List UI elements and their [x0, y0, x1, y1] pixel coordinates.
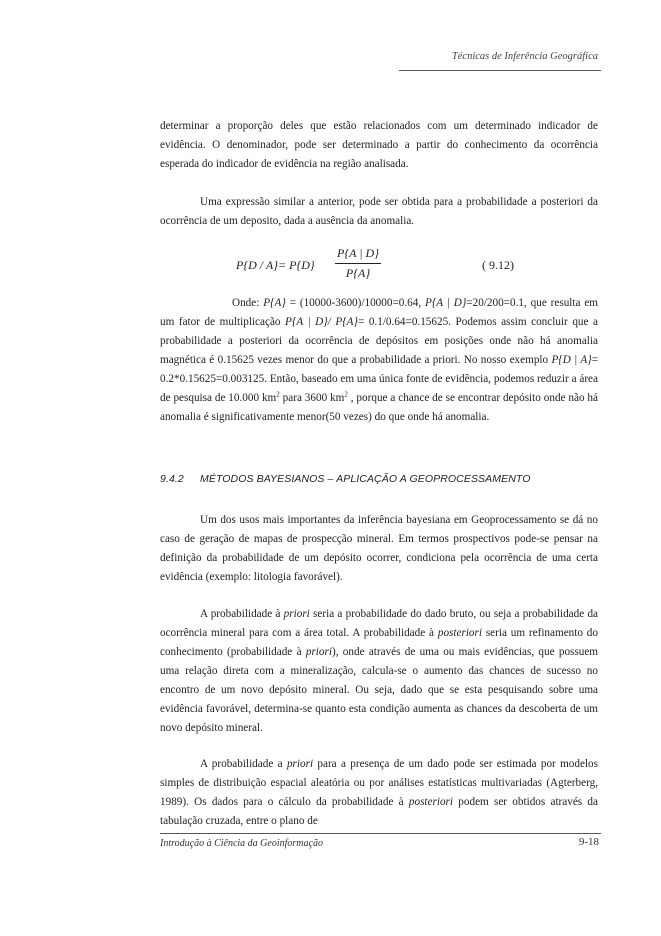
math-p-d-given-not-a: P{D | A}	[551, 354, 592, 366]
emphasis-posteriori: posteriori	[437, 627, 482, 639]
text-run: A probabilidade a	[200, 758, 287, 770]
text-run: A probabilidade à	[200, 608, 284, 620]
text-run: seria a probabilidade do dado bruto, ou seja a probabilidade da ocorrência mineral para com a área total. A probabilidade à	[160, 608, 599, 639]
equation-denominator: P{A}	[345, 266, 371, 280]
equation-fraction	[333, 246, 383, 281]
text-run: podem ser obtidos através da tabulação cruzada, entre o plano de	[160, 796, 598, 827]
text-run: Onde:	[232, 297, 260, 309]
superscript: 2	[344, 390, 348, 399]
paragraph-bayesian-uses	[160, 511, 598, 587]
paragraph-text	[160, 755, 598, 831]
text-run: =20/200=0.1, que resulta em um fator de multiplicação	[160, 297, 598, 328]
paragraph-priori-posteriori	[160, 605, 598, 738]
paragraph-text: determinar a proporção deles que estão relacionados com um determinado indicador de evidência. O denominador, pode ser determinado a partir do conhecimento da ocorrência esperada do indicador de evidência na região analisada.	[160, 120, 598, 170]
page-number: 9-18	[578, 836, 599, 848]
paragraph-example	[160, 294, 598, 427]
header-rule	[399, 70, 601, 71]
equation-9-12	[236, 246, 598, 288]
emphasis-posteriori: posteriori	[408, 796, 454, 808]
equation-lhs: P{D / A}= P{D}	[236, 258, 315, 272]
text-run: , porque a chance de se encontrar depósito onde não há anomalia é significativamente menor(50 vezes) do que onde há anomalia.	[160, 392, 598, 423]
math-p-not-a-given-d: P{A | D}	[425, 297, 467, 309]
paragraph-text: Uma expressão similar a anterior, pode ser obtida para a probabilidade a posteriori da ocorrência de um deposito, dada a ausência da anomalia.	[160, 196, 598, 227]
text-run: = 0.2*0.15625=0.003125. Então, baseado em uma única fonte de evidência, podemos reduzir a área de pesquisa de 10.000 km	[160, 354, 599, 404]
paragraph-text	[160, 294, 598, 427]
section-heading	[160, 473, 530, 485]
text-run: = (10000-3600)/10000=0.64,	[289, 297, 422, 309]
emphasis-priori: priori	[286, 758, 314, 770]
equation-number: ( 9.12)	[482, 258, 514, 272]
footer-rule	[160, 833, 601, 834]
equation-numerator: P{A | D}	[336, 246, 379, 260]
paragraph-intro	[160, 117, 598, 174]
text-run: para a presença de um dado pode ser estimada por modelos simples de distribuição espacial aleatória ou por análises estatísticas multivariadas (Agterberg, 1989). Os dados para o cálculo da probabilidade à	[160, 758, 599, 808]
emphasis-priori: priori	[283, 608, 310, 620]
math-p-not-a: P{A}	[263, 297, 286, 309]
running-header: Técnicas de Inferência Geográfica	[451, 51, 598, 62]
paragraph-posterior-expression	[160, 193, 598, 231]
paragraph-text	[160, 605, 598, 738]
text-run: seria um refinamento do conhecimento (probabilidade à	[160, 627, 598, 658]
emphasis-priori: priori	[305, 646, 332, 658]
math-ratio: P{A | D}/ P{A}	[285, 316, 358, 328]
text-run: para 3600 km	[279, 392, 345, 404]
paragraph-text: Um dos usos mais importantes da inferência bayesiana em Geoprocessamento se dá no caso de geração de mapas de prospecção mineral. Em termos prospectivos pode-se pensar na definição da probabilidade de um depósito ocorrer, condiciona pela ocorrência de uma certa evidência (exemplo: litologia favorável).	[160, 514, 598, 583]
superscript: 2	[276, 390, 280, 399]
running-footer: Introdução à Ciência da Geoinformação	[160, 838, 323, 849]
paragraph-estimation	[160, 755, 598, 831]
text-run: = 0.1/0.64=0.15625. Podemos assim concluir que a probabilidade a posteriori da ocorrência de depósitos em posições onde não há anomalia magnética é 0.15625 vezes menor do que a probabilidade a priori. No nosso exemplo	[160, 316, 598, 366]
section-title: MÉTODOS BAYESIANOS – APLICAÇÃO A GEOPROCESSAMENTO	[200, 473, 531, 485]
section-number: 9.4.2	[160, 473, 184, 485]
text-run: ), onde através de uma ou mais evidências, que possuem uma relação direta com a mineralização, calcula-se o aumento das chances de sucesso no encontro de um novo depósito mineral. Ou seja, dado que se esta pesquisando sobre uma evidência favorável, determina-se quanto esta condição aumenta as chances da descoberta de um novo depósito mineral.	[160, 646, 599, 734]
